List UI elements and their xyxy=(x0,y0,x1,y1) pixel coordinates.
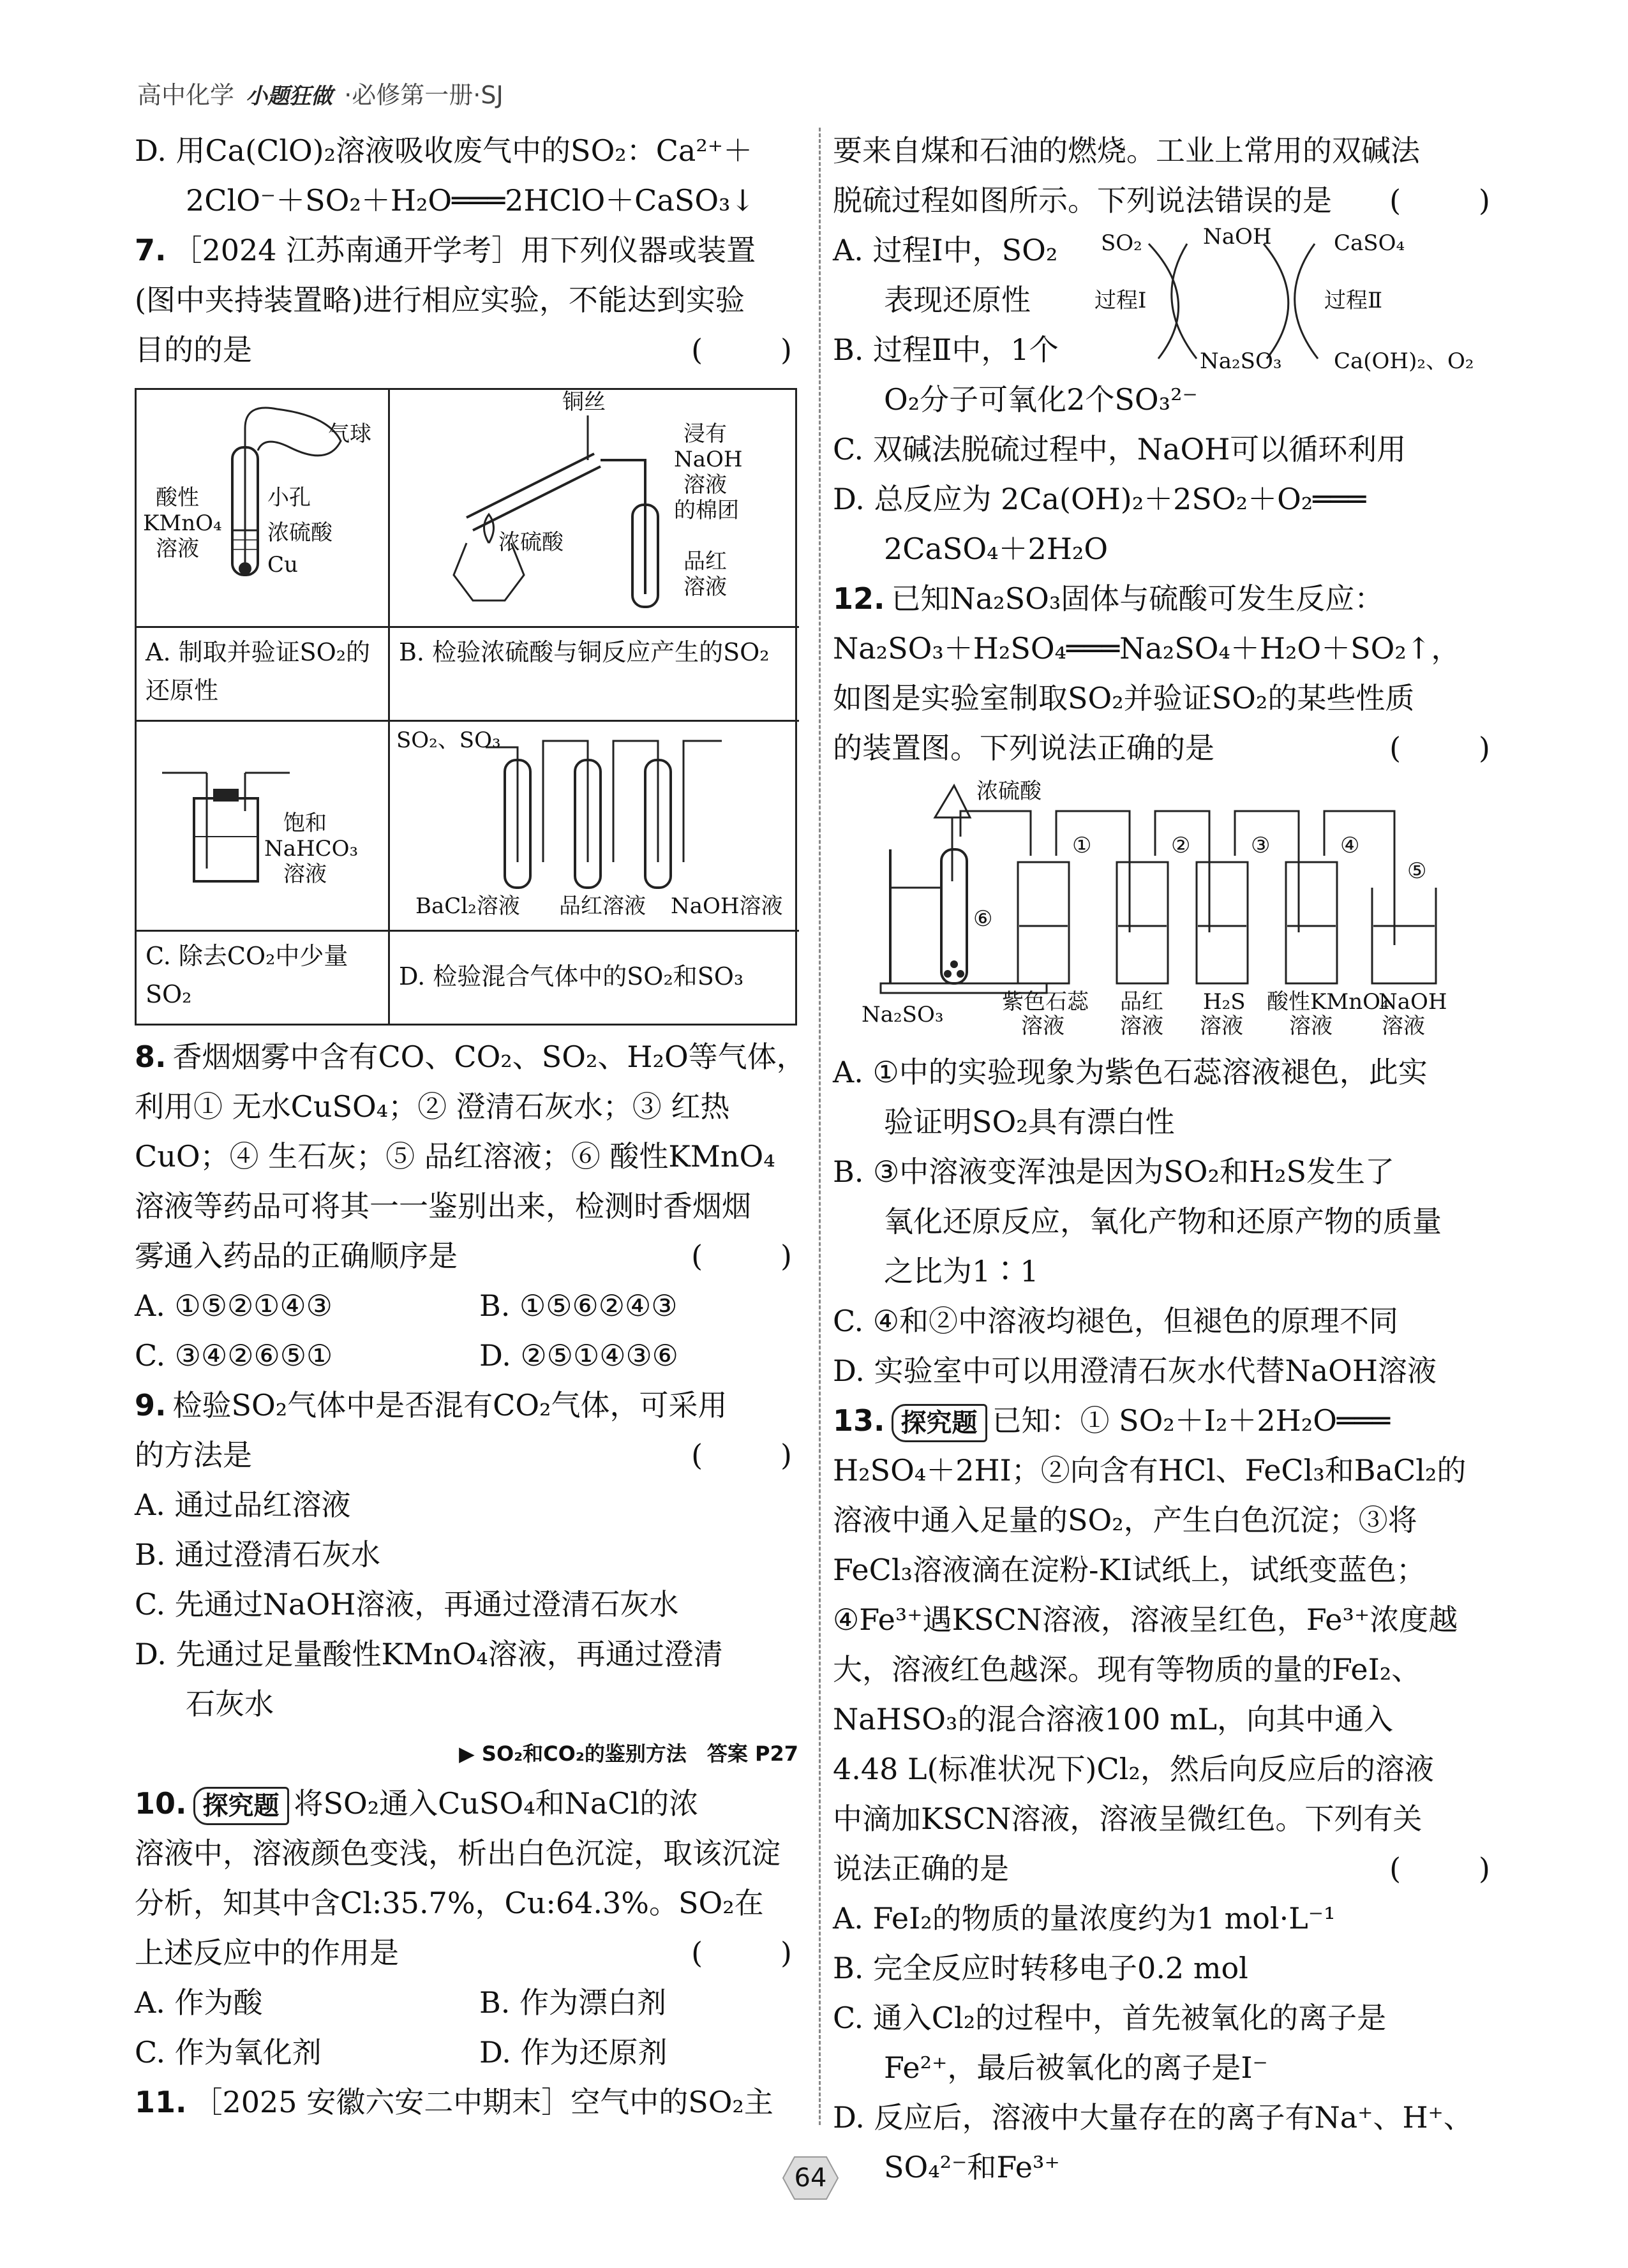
line-text: (图中夹持装置略)进行相应实验，不能达到实验 xyxy=(135,283,745,317)
text-line xyxy=(833,1794,1497,1844)
question-number: 7. xyxy=(135,233,167,267)
text-line xyxy=(833,1645,1497,1694)
text-line xyxy=(833,126,1497,175)
text-line xyxy=(135,1828,798,1878)
text-line xyxy=(833,275,1497,325)
label-bottle-6: ⑥ xyxy=(973,906,993,932)
line-text: 的装置图。下列说法正确的是 xyxy=(833,731,1214,765)
label-solution: 溶液 xyxy=(283,862,327,887)
label-kmno4: 酸性KMnO₄ xyxy=(1267,989,1389,1015)
line-text: 之比为1∶1 xyxy=(884,1254,1039,1288)
label-litmus: 紫色石蕊 xyxy=(1002,989,1089,1015)
label-bacl2: BaCl₂溶液 xyxy=(415,893,520,919)
option-b-figure xyxy=(390,390,799,628)
text-line xyxy=(135,325,798,375)
text-line xyxy=(135,175,798,225)
line-text: D. 实验室中可以用澄清石灰水代替NaOH溶液 xyxy=(833,1354,1437,1388)
label-bottle-4: ④ xyxy=(1340,833,1360,858)
option-a-figure xyxy=(137,390,390,628)
answer-blank: ( ) xyxy=(691,1936,798,1970)
text-line xyxy=(135,1181,798,1231)
option-pair xyxy=(135,1978,798,2027)
label-caoh2-o2: Ca(OH)₂、O₂ xyxy=(1334,348,1474,374)
label-cotton: 的棉团 xyxy=(674,498,739,523)
so2-apparatus-figure xyxy=(833,773,1497,1047)
label-solution-2: 溶液 xyxy=(683,574,727,600)
text-line xyxy=(833,175,1497,225)
line-text: C. ④和②中溶液均褪色，但褪色的原理不同 xyxy=(833,1304,1399,1338)
option: C. 作为氧化剂 xyxy=(135,2035,322,2070)
line-text: 2CaSO₄＋2H₂O xyxy=(884,532,1109,566)
question-number: 9. xyxy=(135,1388,167,1422)
text-line xyxy=(135,1430,798,1480)
label-so2-so3: SO₂、SO₃ xyxy=(396,727,501,753)
option: A. ①⑤②①④③ xyxy=(135,1288,332,1323)
question-line xyxy=(135,1779,798,1828)
line-text: A. 通过品红溶液 xyxy=(135,1488,351,1522)
text-line xyxy=(833,1893,1497,1943)
label-h2s: H₂S xyxy=(1203,989,1246,1015)
gas-washing-bottle-diagram xyxy=(137,722,390,932)
label-acidic: 酸性 xyxy=(156,485,199,511)
label-solution: 溶液 xyxy=(683,472,727,498)
text-line xyxy=(833,1595,1497,1645)
label-bottle-1: ① xyxy=(1072,833,1092,858)
text-line xyxy=(135,1530,798,1579)
text-line xyxy=(135,1480,798,1530)
answer-blank: ( ) xyxy=(691,1239,798,1273)
option: B. ①⑤⑥②④③ xyxy=(479,1288,678,1323)
line-text: 溶液中，溶液颜色变浅，析出白色沉淀，取该沉淀 xyxy=(135,1836,780,1870)
line-text: 说法正确的是 xyxy=(833,1851,1009,1886)
text-line xyxy=(833,1147,1497,1197)
text-line xyxy=(833,2043,1497,2093)
line-text: 香烟烟雾中含有CO、CO₂、SO₂、H₂O等气体， xyxy=(172,1040,806,1074)
line-text: SO₄²⁻和Fe³⁺ xyxy=(884,2150,1060,2184)
question-number: 13. xyxy=(833,1403,885,1438)
text-line xyxy=(833,2142,1497,2192)
label-soaked: 浸有 xyxy=(683,421,727,447)
text-line xyxy=(135,1082,798,1131)
label-cu: Cu xyxy=(267,552,298,578)
option-d-caption: D. 检验混合气体中的SO₂和SO₃ xyxy=(399,962,744,990)
answer-blank: ( ) xyxy=(1389,731,1497,765)
option-a-caption: A. 制取并验证SO₂的还原性 xyxy=(137,628,390,722)
text-line xyxy=(833,375,1497,424)
label-bottle-3: ③ xyxy=(1251,833,1271,858)
line-text: ［2024 江苏南通开学考］用下列仪器或装置 xyxy=(172,233,756,267)
label-naoh: NaOH xyxy=(1378,989,1447,1015)
text-line xyxy=(833,325,1497,375)
line-text: 脱硫过程如图所示。下列说法错误的是 xyxy=(833,183,1332,218)
answer-blank: ( ) xyxy=(1389,1851,1497,1886)
text-line xyxy=(833,1694,1497,1744)
text-line xyxy=(833,723,1497,773)
left-text-block-1 xyxy=(135,126,798,375)
line-text: 石灰水 xyxy=(186,1687,274,1721)
question-line xyxy=(135,1032,806,1082)
line-text: 已知Na₂SO₃固体与硫酸可发生反应： xyxy=(891,581,1384,616)
line-text: D. 用Ca(ClO)₂溶液吸收废气中的SO₂：Ca²⁺＋ xyxy=(135,133,753,168)
label-na2so3: Na₂SO₃ xyxy=(862,1002,944,1027)
label-solution: 溶液 xyxy=(1382,1013,1425,1039)
option-c-figure xyxy=(137,722,390,932)
option-pair xyxy=(135,1331,798,1380)
page-number-text: 64 xyxy=(794,2163,827,2193)
option-pair xyxy=(135,1281,798,1331)
line-text: O₂分子可氧化2个SO₃²⁻ xyxy=(884,382,1198,417)
text-line xyxy=(833,1296,1497,1346)
right-text-block-2 xyxy=(833,1047,1497,2192)
text-line xyxy=(833,1943,1497,1993)
text-line xyxy=(833,1993,1497,2043)
line-text: A. ①中的实验现象为紫色石蕊溶液褪色，此实 xyxy=(833,1055,1428,1089)
label-saturated: 饱和 xyxy=(283,810,327,836)
line-text: D. 总反应为 2Ca(OH)₂＋2SO₂＋O₂═══ xyxy=(833,482,1366,516)
line-text: NaHSO₃的混合溶液100 mL，向其中通入 xyxy=(833,1702,1394,1736)
label-process-2: 过程Ⅱ xyxy=(1324,288,1383,313)
line-text: H₂SO₄＋2HI；②向含有HCl、FeCl₃和BaCl₂的 xyxy=(833,1453,1467,1488)
label-process-1: 过程Ⅰ xyxy=(1094,288,1147,313)
line-text: 中滴加KSCN溶液，溶液呈微红色。下列有关 xyxy=(833,1802,1423,1836)
label-conc-h2so4: 浓硫酸 xyxy=(498,530,564,555)
left-text-block-2 xyxy=(135,1032,806,2127)
line-text: 氧化还原反应，氧化产物和还原产物的质量 xyxy=(884,1204,1442,1239)
label-solution: 溶液 xyxy=(1200,1013,1243,1039)
text-line xyxy=(833,1047,1497,1097)
line-text: 2ClO⁻＋SO₂＋H₂O═══2HClO＋CaSO₃↓ xyxy=(186,183,756,218)
text-line xyxy=(833,1445,1497,1495)
question-number: 12. xyxy=(833,581,885,616)
line-text: 的方法是 xyxy=(135,1438,252,1472)
label-solution: 溶液 xyxy=(1021,1013,1064,1039)
label-naoh: NaOH xyxy=(1203,224,1272,250)
text-line xyxy=(135,1231,798,1281)
label-conc-h2so4: 浓硫酸 xyxy=(267,520,332,546)
question-number: 11. xyxy=(135,2085,187,2119)
inquiry-badge: 探究题 xyxy=(193,1787,289,1825)
text-line xyxy=(833,1197,1497,1246)
line-text: C. 先通过NaOH溶液，再通过澄清石灰水 xyxy=(135,1587,679,1622)
text-line xyxy=(833,225,1497,275)
line-text: B. ③中溶液变浑浊是因为SO₂和H₂S发生了 xyxy=(833,1154,1395,1189)
text-line xyxy=(833,1097,1497,1147)
answer-blank: ( ) xyxy=(691,332,798,367)
line-text: ④Fe³⁺遇KSCN溶液，溶液呈红色，Fe³⁺浓度越 xyxy=(833,1602,1458,1637)
header-subject: 高中化学 xyxy=(137,81,235,109)
question-line xyxy=(833,574,1497,623)
line-text: Fe²⁺，最后被氧化的离子是I⁻ xyxy=(884,2050,1268,2085)
text-line xyxy=(135,275,798,325)
label-caso4: CaSO₄ xyxy=(1334,230,1405,256)
line-text: B. 完全反应时转移电子0.2 mol xyxy=(833,1951,1248,1985)
line-text: D. 先通过足量酸性KMnO₄溶液，再通过澄清 xyxy=(135,1637,723,1671)
series-logo: 小题狂做 xyxy=(246,84,333,109)
line-text: 大，溶液红色越深。现有等物质的量的FeI₂、 xyxy=(833,1652,1421,1687)
line-text: 上述反应中的作用是 xyxy=(135,1936,399,1970)
right-text-block-1 xyxy=(833,126,1497,773)
text-line xyxy=(135,1878,798,1928)
option: D. ②⑤①④③⑥ xyxy=(479,1338,678,1373)
line-text: 目的的是 xyxy=(135,332,252,367)
answer-blank: ( ) xyxy=(691,1438,798,1472)
label-kmno4: KMnO₄ xyxy=(143,511,222,536)
line-text: 已知：① SO₂＋I₂＋2H₂O═══ xyxy=(992,1403,1391,1438)
text-line xyxy=(833,2093,1497,2142)
label-balloon: 气球 xyxy=(328,421,371,447)
line-text: CuO；④ 生石灰；⑤ 品红溶液；⑥ 酸性KMnO₄ xyxy=(135,1139,775,1174)
option: D. 作为还原剂 xyxy=(479,2035,668,2070)
line-text: 检验SO₂气体中是否混有CO₂气体，可采用 xyxy=(172,1388,728,1422)
text-line xyxy=(833,1744,1497,1794)
line-text: 溶液中通入足量的SO₂，产生白色沉淀；③将 xyxy=(833,1503,1417,1537)
option-b-caption: B. 检验浓硫酸与铜反应产生的SO₂ xyxy=(390,628,799,722)
text-line xyxy=(833,1844,1497,1893)
line-text: B. 过程Ⅱ中，1个 xyxy=(833,332,1059,367)
text-line xyxy=(135,1629,798,1679)
line-text: A. FeI₂的物质的量浓度约为1 mol·L⁻¹ xyxy=(833,1901,1336,1936)
left-column xyxy=(135,126,806,2127)
text-line xyxy=(833,623,1497,673)
label-pinhong: 品红 xyxy=(1120,989,1163,1015)
line-text: Na₂SO₃＋H₂SO₄═══Na₂SO₄＋H₂O＋SO₂↑， xyxy=(833,631,1461,666)
inquiry-badge: 探究题 xyxy=(892,1404,987,1442)
text-line xyxy=(135,1131,798,1181)
header-volume: ·必修第一册·SJ xyxy=(344,81,504,109)
option-c-caption: C. 除去CO₂中少量SO₂ xyxy=(137,932,390,1026)
line-text: 如图是实验室制取SO₂并验证SO₂的某些性质 xyxy=(833,681,1415,715)
line-text: C. 通入Cl₂的过程中，首先被氧化的离子是 xyxy=(833,2001,1387,2035)
right-column xyxy=(833,126,1497,2192)
line-text: B. 通过澄清石灰水 xyxy=(135,1537,381,1572)
label-naoh: NaOH xyxy=(674,447,743,472)
line-text: 表现还原性 xyxy=(884,283,1031,317)
question-line xyxy=(135,1380,798,1430)
text-line xyxy=(135,1579,798,1629)
q7-options-table xyxy=(135,388,797,1026)
line-text: 4.48 L(标准状况下)Cl₂，然后向反应后的溶液 xyxy=(833,1752,1434,1786)
option: B. 作为漂白剂 xyxy=(479,1985,667,2020)
label-small-hole: 小孔 xyxy=(267,485,311,511)
question-number: 8. xyxy=(135,1040,167,1074)
option-pair xyxy=(135,2027,798,2077)
answer-reference: ▶ SO₂和CO₂的鉴别方法 答案 P27 xyxy=(459,1742,798,1766)
line-text: C. 双碱法脱硫过程中，NaOH可以循环利用 xyxy=(833,432,1407,466)
question-number: 10. xyxy=(135,1786,187,1821)
question-line xyxy=(135,225,798,275)
line-text: 溶液等药品可将其一一鉴别出来，检测时香烟烟 xyxy=(135,1189,751,1223)
answer-blank: ( ) xyxy=(1389,183,1497,218)
line-text: 分析，知其中含Cl:35.7%，Cu:64.3%。SO₂在 xyxy=(135,1886,764,1920)
line-text: FeCl₃溶液滴在淀粉-KI试纸上，试纸变蓝色； xyxy=(833,1553,1426,1587)
text-line xyxy=(135,1928,798,1978)
line-text: 要来自煤和石油的燃烧。工业上常用的双碱法 xyxy=(833,133,1420,168)
label-beaker-5: ⑤ xyxy=(1407,858,1427,884)
label-nahco3: NaHCO₃ xyxy=(264,836,359,862)
text-line xyxy=(833,1545,1497,1595)
label-bottle-2: ② xyxy=(1171,833,1191,858)
line-text: ［2025 安徽六安二中期末］空气中的SO₂主 xyxy=(193,2085,773,2119)
question-line xyxy=(833,1396,1497,1445)
line-text: 雾通入药品的正确顺序是 xyxy=(135,1239,458,1273)
text-line xyxy=(833,1495,1497,1545)
text-line xyxy=(135,1679,798,1729)
text-line xyxy=(135,126,798,175)
column-divider xyxy=(819,128,821,2125)
label-na2so3: Na₂SO₃ xyxy=(1200,348,1282,374)
text-line xyxy=(833,474,1497,524)
line-text: 验证明SO₂具有漂白性 xyxy=(884,1105,1175,1139)
option: A. 作为酸 xyxy=(135,1985,263,2020)
label-solution: 溶液 xyxy=(1120,1013,1163,1039)
line-text: A. 过程Ⅰ中，SO₂ xyxy=(833,233,1058,267)
page-number xyxy=(782,2156,839,2200)
text-line xyxy=(833,1246,1497,1296)
question-line xyxy=(135,2077,798,2127)
label-solution: 溶液 xyxy=(156,536,199,562)
label-solution: 溶液 xyxy=(1289,1013,1333,1039)
line-text: 利用① 无水CuSO₄；② 澄清石灰水；③ 红热 xyxy=(135,1089,730,1124)
text-line xyxy=(833,424,1497,474)
line-text: D. 反应后，溶液中大量存在的离子有Na⁺、H⁺、 xyxy=(833,2100,1473,2135)
line-text: 将SO₂通入CuSO₄和NaCl的浓 xyxy=(294,1786,699,1821)
label-so2: SO₂ xyxy=(1101,230,1142,256)
label-conc-h2so4: 浓硫酸 xyxy=(976,779,1042,804)
text-line xyxy=(833,673,1497,723)
text-line xyxy=(833,524,1497,574)
text-line xyxy=(833,1346,1497,1396)
option-d-figure xyxy=(390,722,799,932)
option: C. ③④②⑥⑤① xyxy=(135,1338,333,1373)
running-header xyxy=(137,75,504,110)
label-pinhong: 品红溶液 xyxy=(559,893,646,919)
label-pinhong: 品红 xyxy=(683,549,727,574)
label-copper-wire: 铜丝 xyxy=(562,389,606,415)
label-naoh: NaOH溶液 xyxy=(671,893,783,919)
